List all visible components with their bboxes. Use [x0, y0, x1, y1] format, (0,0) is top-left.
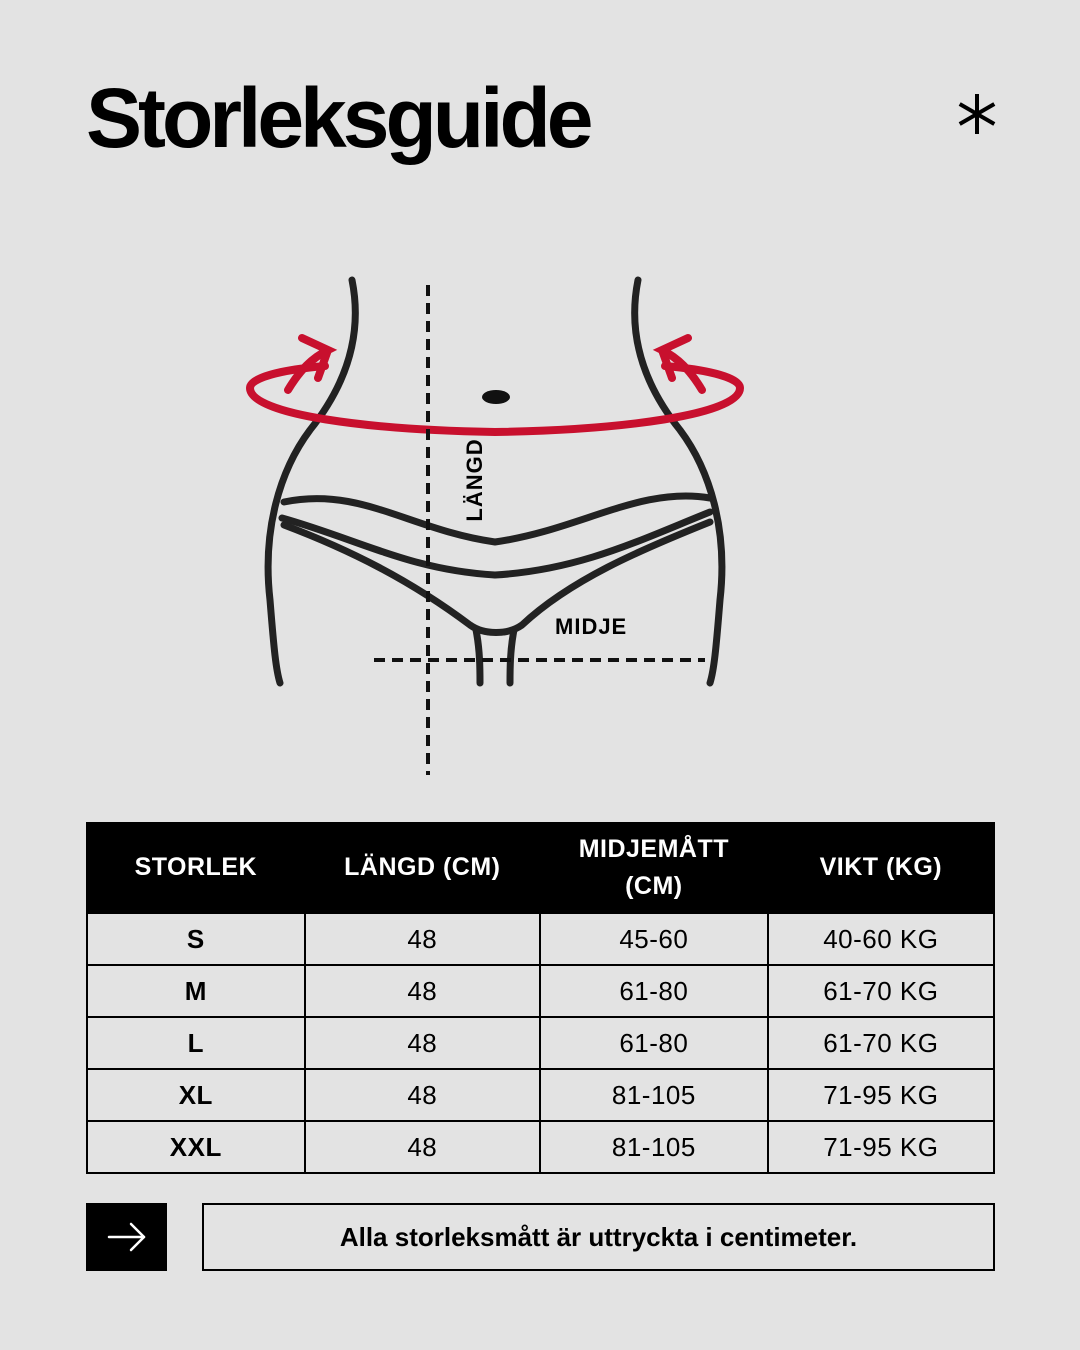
weight-cell: 61-70 KG: [768, 965, 994, 1017]
size-table: [86, 822, 995, 1174]
size-cell: L: [87, 1017, 305, 1069]
table-row: [87, 965, 994, 1017]
table-row: [87, 1017, 994, 1069]
waist-cell: 61-80: [540, 1017, 768, 1069]
header-waist: MIDJEMÅTT (CM): [540, 823, 768, 913]
waist-cell: 61-80: [540, 965, 768, 1017]
waist-cell: 45-60: [540, 913, 768, 965]
weight-cell: 71-95 KG: [768, 1121, 994, 1173]
length-cell: 48: [305, 1017, 540, 1069]
size-cell: S: [87, 913, 305, 965]
length-cell: 48: [305, 965, 540, 1017]
header-length: LÄNGD (CM): [305, 823, 540, 913]
header-size: STORLEK: [87, 823, 305, 913]
leg-inner-left: [476, 630, 480, 683]
size-cell: XXL: [87, 1121, 305, 1173]
page-title: Storleksguide: [86, 71, 590, 165]
size-cell: XL: [87, 1069, 305, 1121]
briefs-outline: [282, 496, 710, 633]
note-text: Alla storleksmått är uttryckta i centimeter.: [339, 1221, 858, 1252]
body-measurement-illustration: [240, 270, 760, 790]
measurement-note: [202, 1203, 995, 1271]
length-cell: 48: [305, 1121, 540, 1173]
waist-cell: 81-105: [540, 1069, 768, 1121]
waist-label: MIDJE: [555, 614, 628, 639]
arrow-right-icon: [107, 1222, 147, 1252]
next-button[interactable]: [86, 1203, 167, 1271]
table-header-row: [87, 823, 994, 913]
navel: [482, 390, 510, 404]
header-weight: VIKT (KG): [768, 823, 994, 913]
waist-measurement-arrow: [250, 338, 740, 432]
waist-cell: 81-105: [540, 1121, 768, 1173]
weight-cell: 61-70 KG: [768, 1017, 994, 1069]
length-cell: 48: [305, 1069, 540, 1121]
table-row: [87, 913, 994, 965]
table-row: [87, 1069, 994, 1121]
weight-cell: 40-60 KG: [768, 913, 994, 965]
size-cell: M: [87, 965, 305, 1017]
leg-inner-right: [510, 630, 514, 683]
length-cell: 48: [305, 913, 540, 965]
weight-cell: 71-95 KG: [768, 1069, 994, 1121]
length-label: LÄNGD: [462, 438, 487, 522]
table-row: [87, 1121, 994, 1173]
asterisk-icon: [955, 92, 999, 136]
